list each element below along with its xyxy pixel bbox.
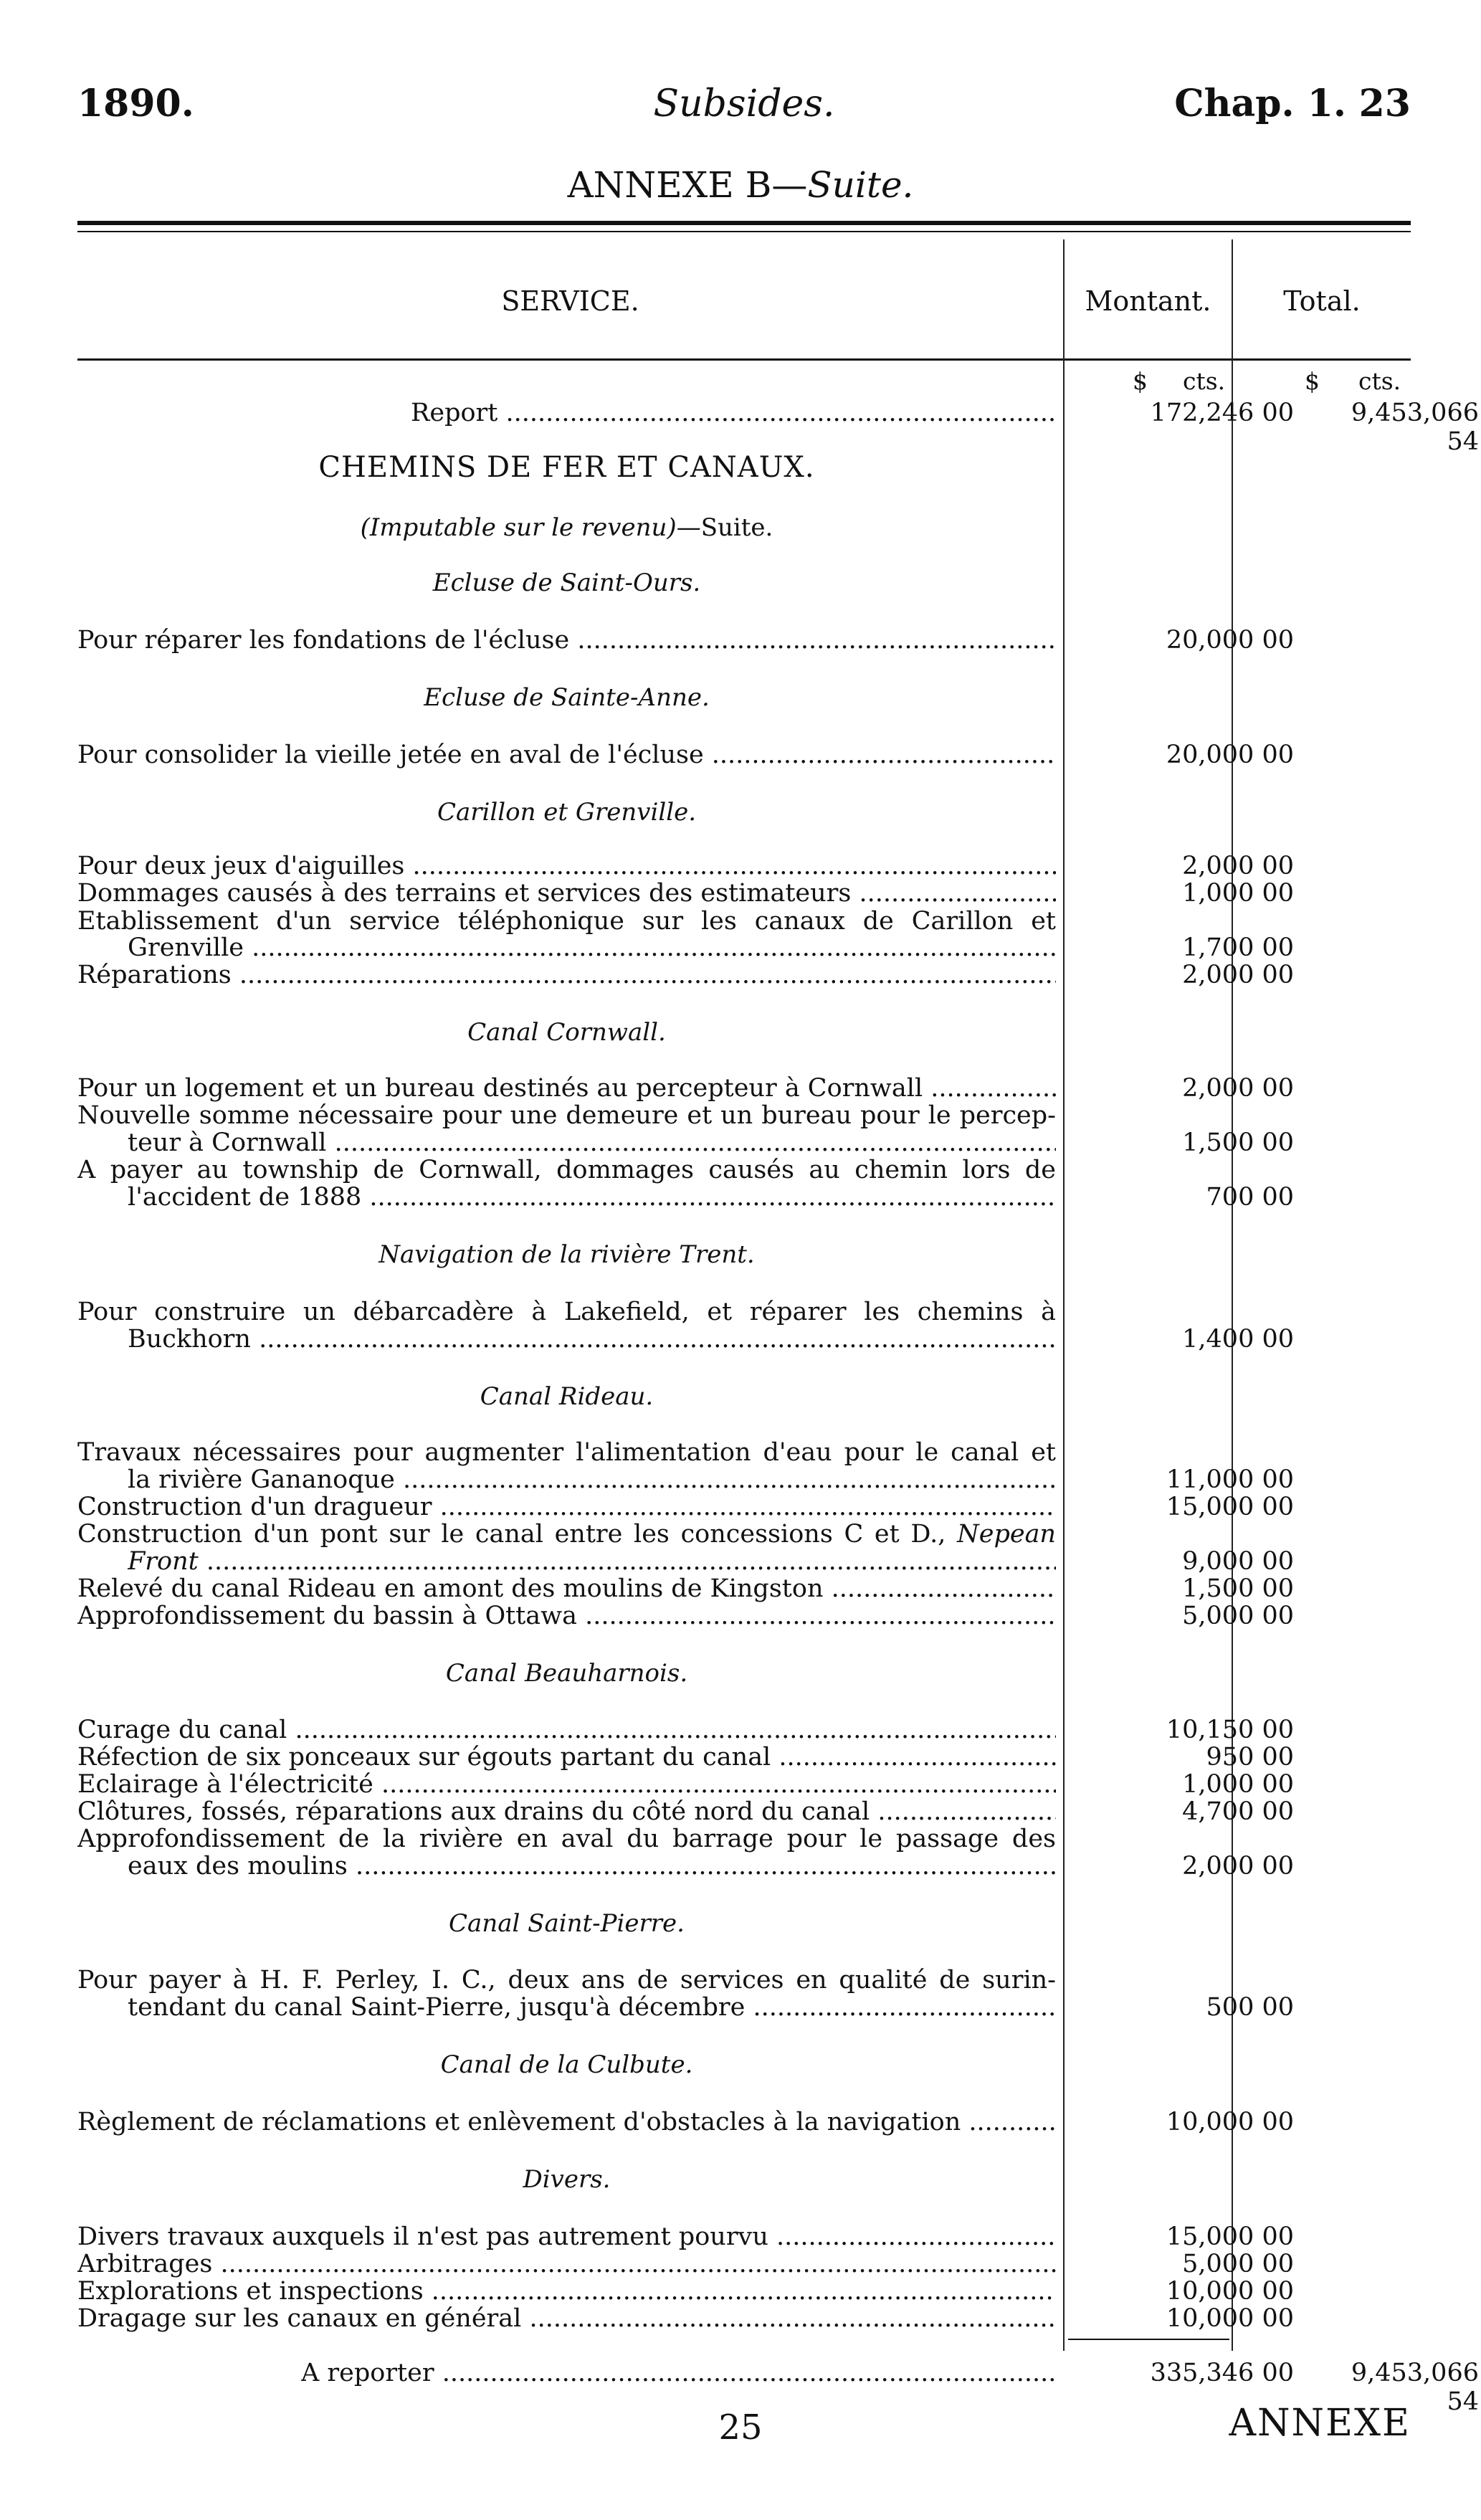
item-description-line1: Pour construire un débarcadère à Lakefield, et réparer les chemins à [77,1298,1056,1326]
item-amount: 10,000 00 [1166,2277,1294,2306]
item-description: Réfection de six ponceaux sur égouts partant du canal [77,1743,771,1772]
header-total: Total. [1283,285,1361,317]
annex-title-suffix: Suite. [807,164,914,206]
item-amount: 2,000 00 [1182,1852,1294,1881]
section-subheading: (Imputable sur le revenu)—Suite. [360,513,773,542]
top-rule-thick [77,221,1411,225]
item-description: Explorations et inspections [77,2277,424,2306]
report-label: Report ..... [411,399,1056,427]
item-amount: 2,000 00 [1182,852,1294,880]
section-sainte-anne: Ecluse de Sainte-Anne. [424,683,710,712]
section-trent: Navigation de la rivière Trent. [378,1240,755,1269]
montant-cents-unit: cts. [1183,367,1226,395]
header-page-number: 23 [1358,82,1411,125]
item-description-line2: Front [128,1547,199,1576]
section-culbute: Canal de la Culbute. [440,2050,693,2079]
item-description: Pour réparer les fondations de l'écluse [77,626,570,655]
item-description-line2: teur à Cornwall [128,1128,327,1157]
item-amount: 2,000 00 [1182,961,1294,989]
item-description: Approfondissement du bassin à Ottawa [77,1602,577,1630]
annex-title [0,156,1481,214]
item-description-line1: Etablissement d'un service téléphonique sur les canaux de Carillon et [77,907,1056,936]
item-amount: 9,000 00 [1182,1547,1294,1576]
total-cents-unit: cts. [1358,367,1401,395]
item-amount: 10,000 00 [1166,2108,1294,2136]
item-description: Pour un logement et un bureau destinés au percepteur à Cornwall [77,1074,923,1103]
item-amount: 15,000 00 [1166,1493,1294,1521]
section-saint-ours: Ecluse de Saint-Ours. [432,569,701,597]
column-divider-total [1232,239,1233,2351]
item-description: Pour deux jeux d'aiguilles [77,852,405,880]
item-amount: 1,500 00 [1182,1128,1294,1157]
item-amount: 1,000 00 [1182,879,1294,908]
total-dollar-unit: $ [1305,367,1320,395]
item-description: Divers travaux auxquels il n'est pas autrement pourvu [77,2222,768,2251]
footer-page-number: 25 [718,2407,763,2448]
item-description: Eclairage à l'électricité [77,1770,373,1799]
report-total: 9,453,066 54 [1351,399,1479,456]
report-montant: 172,246 00 [1150,399,1294,427]
item-description-line1: Construction d'un pont sur le canal entre les concessions C et D., Nepean [77,1520,1056,1549]
item-description-line1: Travaux nécessaires pour augmenter l'alimentation d'eau pour le canal et [77,1438,1056,1467]
section-beauharnois: Canal Beauharnois. [445,1659,688,1688]
item-amount: 20,000 00 [1166,741,1294,769]
item-description: Arbitrages [77,2250,213,2278]
carry-forward-montant: 335,346 00 [1150,2359,1294,2387]
footer-catchword: ANNEXE [1229,2402,1411,2445]
annex-title-main: ANNEXE B— [567,164,808,206]
header-year: 1890. [77,82,194,125]
header-rule [77,358,1411,361]
item-amount: 11,000 00 [1166,1465,1294,1494]
item-amount: 700 00 [1206,1183,1294,1212]
item-description-line1: Pour payer à H. F. Perley, I. C., deux ans de services en qualité de surin- [77,1966,1056,1994]
item-description-line2: l'accident de 1888 [128,1183,362,1212]
item-description: Construction d'un dragueur [77,1493,432,1521]
section-cornwall: Canal Cornwall. [467,1018,666,1047]
item-description-line2: la rivière Gananoque [128,1465,395,1494]
montant-dollar-unit: $ [1133,367,1148,395]
section-divers: Divers. [523,2165,611,2194]
item-amount: 1,000 00 [1182,1770,1294,1799]
sum-rule-montant [1068,2339,1229,2340]
item-description: Dommages causés à des terrains et services des estimateurs [77,879,852,908]
item-amount: 1,500 00 [1182,1574,1294,1603]
item-amount: 20,000 00 [1166,626,1294,655]
item-amount: 1,700 00 [1182,933,1294,962]
item-amount: 5,000 00 [1182,1602,1294,1630]
item-description: Pour consolider la vieille jetée en aval de l'écluse [77,741,704,769]
item-amount: 15,000 00 [1166,2222,1294,2251]
item-amount: 1,400 00 [1182,1325,1294,1354]
item-description-line1: Approfondissement de la rivière en aval du barrage pour le passage des [77,1825,1056,1853]
section-carillon: Carillon et Grenville. [437,798,697,827]
item-amount: 2,000 00 [1182,1074,1294,1103]
carry-forward-label: A reporter ..... [301,2359,1056,2387]
section-saint-pierre: Canal Saint-Pierre. [449,1909,685,1938]
item-amount: 500 00 [1206,1993,1294,2022]
header-montant: Montant. [1085,285,1211,317]
header-chapter: Chap. 1. [1174,82,1346,125]
item-description: Dragage sur les canaux en général [77,2304,522,2333]
item-description-line2: Grenville [128,933,244,962]
item-description: Curage du canal [77,1716,287,1744]
item-amount: 950 00 [1206,1743,1294,1772]
column-divider-montant [1063,239,1065,2351]
running-head [77,72,1411,136]
item-description: Règlement de réclamations et enlèvement d'obstacles à la navigation [77,2108,961,2136]
item-amount: 5,000 00 [1182,2250,1294,2278]
section-heading-main: CHEMINS DE FER ET CANAUX. [318,451,815,484]
item-description-line1: Nouvelle somme nécessaire pour une demeure et un bureau pour le percep- [77,1101,1056,1130]
item-description-line2: eaux des moulins [128,1852,348,1881]
item-description: Relevé du canal Rideau en amont des moulins de Kingston [77,1574,824,1603]
item-description: Clôtures, fossés, réparations aux drains du côté nord du canal [77,1797,870,1826]
header-service: SERVICE. [501,285,639,317]
top-rule-thin [77,231,1411,232]
carry-forward-total: 9,453,066 54 [1351,2359,1479,2416]
item-description-line1: A payer au township de Cornwall, dommages causés au chemin lors de [77,1156,1056,1184]
item-amount: 10,000 00 [1166,2304,1294,2333]
item-description-line2: Buckhorn [128,1325,251,1354]
item-description: Réparations [77,961,232,989]
item-description-line2: tendant du canal Saint-Pierre, jusqu'à décembre [128,1993,746,2022]
item-amount: 10,150 00 [1166,1716,1294,1744]
section-rideau: Canal Rideau. [480,1382,654,1411]
item-amount: 4,700 00 [1182,1797,1294,1826]
header-title: Subsides. [653,82,835,125]
